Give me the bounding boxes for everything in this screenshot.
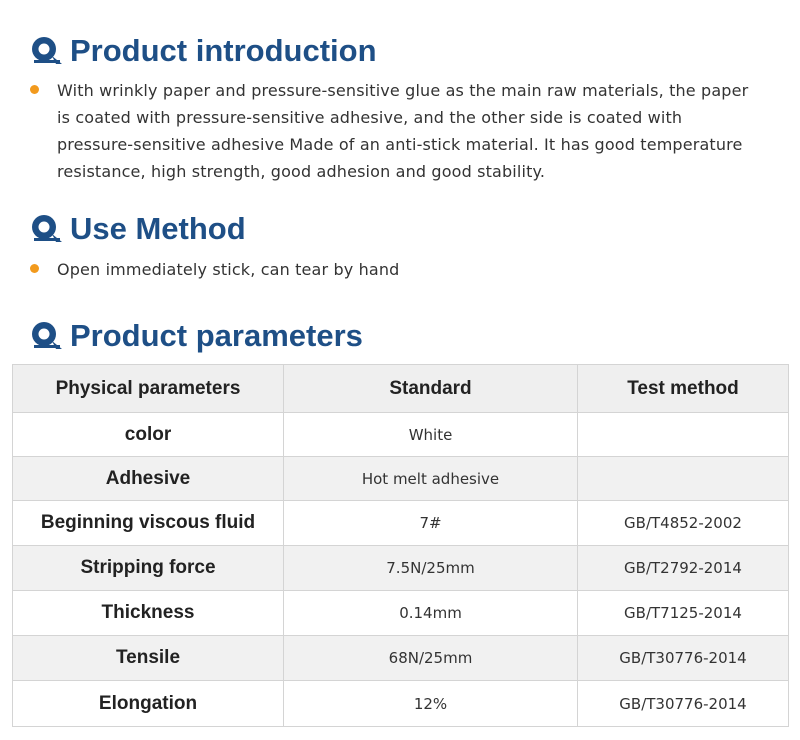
param-test-method: GB/T30776-2014 <box>578 681 789 727</box>
param-standard: 7# <box>284 501 578 546</box>
section-heading-product-introduction <box>30 33 377 69</box>
intro-bullet <box>30 77 760 185</box>
param-standard: 12% <box>284 681 578 727</box>
tape-roll-icon <box>30 321 64 351</box>
bullet-dot-icon <box>30 264 39 273</box>
section-title: Product parameters <box>70 318 363 353</box>
section-heading-use-method <box>30 211 246 247</box>
column-header-standard: Standard <box>284 365 578 413</box>
column-header-test-method: Test method <box>578 365 789 413</box>
section-title: Product introduction <box>70 33 377 68</box>
param-name: Thickness <box>13 591 284 636</box>
param-name: color <box>13 413 284 457</box>
table-row <box>13 591 789 636</box>
table-row <box>13 681 789 727</box>
param-standard: White <box>284 413 578 457</box>
use-bullet <box>30 256 760 283</box>
param-name: Beginning viscous fluid <box>13 501 284 546</box>
tape-roll-icon <box>30 36 64 66</box>
param-test-method <box>578 413 789 457</box>
param-standard: 7.5N/25mm <box>284 546 578 591</box>
tape-roll-icon <box>30 214 64 244</box>
table-row <box>13 636 789 681</box>
section-title: Use Method <box>70 211 246 246</box>
param-test-method: GB/T7125-2014 <box>578 591 789 636</box>
table-row <box>13 546 789 591</box>
section-heading-product-parameters <box>30 318 363 354</box>
column-header-physical-parameters: Physical parameters <box>13 365 284 413</box>
param-name: Tensile <box>13 636 284 681</box>
table-row <box>13 413 789 457</box>
param-test-method: GB/T30776-2014 <box>578 636 789 681</box>
param-name: Adhesive <box>13 457 284 501</box>
intro-text: With wrinkly paper and pressure-sensitive glue as the main raw materials, the paper is coated with pressure-sensitive adhesive, and the other side is coated with pressure-sensitive adhesive Made of an anti-stick material. It has good temperature resistance, high strength, good adhesion and good stability. <box>57 81 749 181</box>
param-name: Stripping force <box>13 546 284 591</box>
use-text: Open immediately stick, can tear by hand <box>57 260 400 279</box>
param-standard: Hot melt adhesive <box>284 457 578 501</box>
bullet-dot-icon <box>30 85 39 94</box>
param-test-method <box>578 457 789 501</box>
table-row <box>13 457 789 501</box>
parameters-table <box>12 364 789 727</box>
param-standard: 68N/25mm <box>284 636 578 681</box>
table-header-row <box>13 365 789 413</box>
param-standard: 0.14mm <box>284 591 578 636</box>
param-test-method: GB/T2792-2014 <box>578 546 789 591</box>
table-row <box>13 501 789 546</box>
param-test-method: GB/T4852-2002 <box>578 501 789 546</box>
param-name: Elongation <box>13 681 284 727</box>
